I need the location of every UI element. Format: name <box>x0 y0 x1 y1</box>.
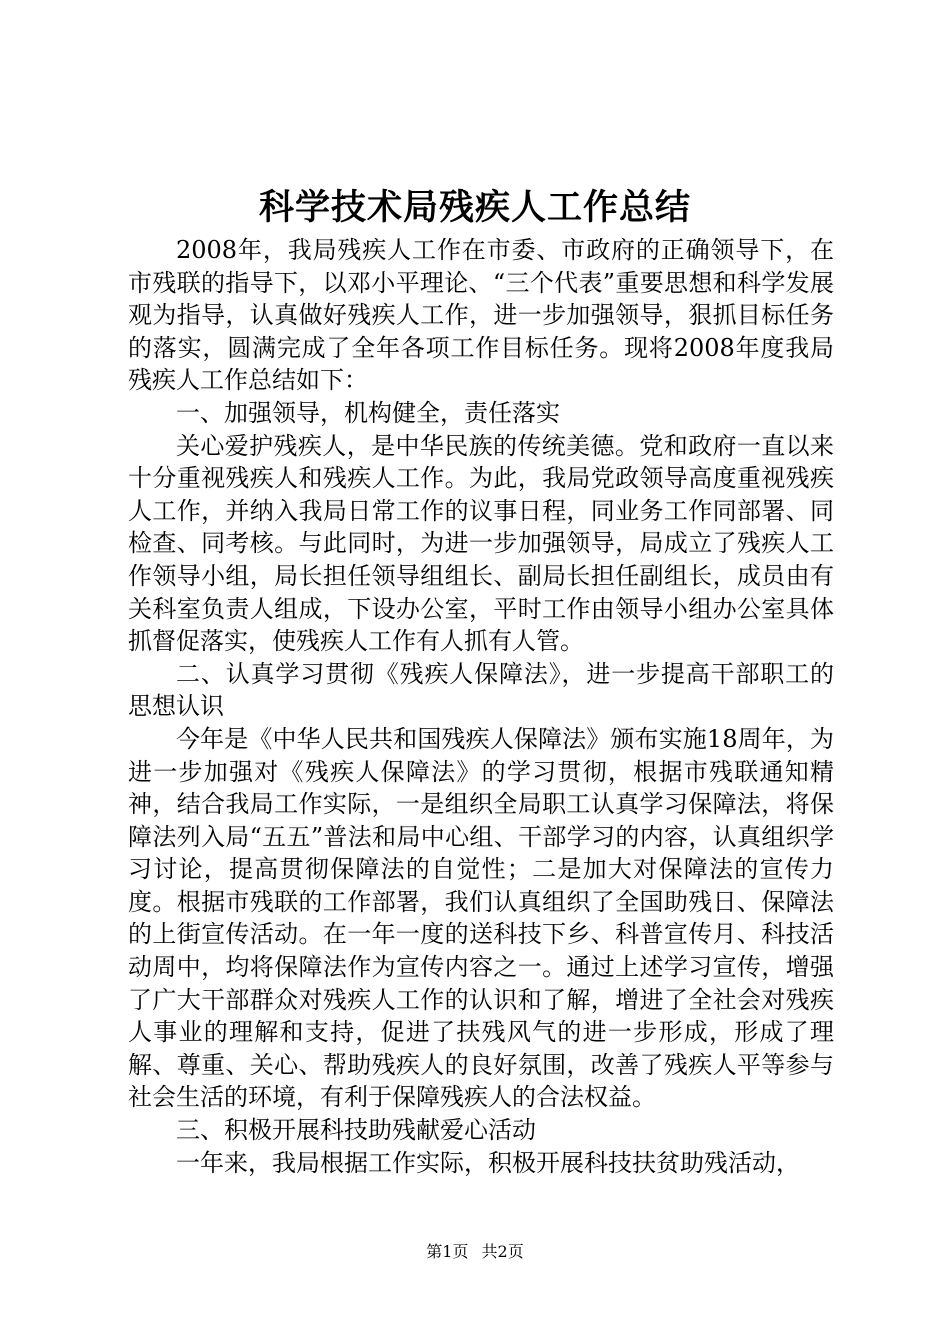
paragraph-section-1: 关心爱护残疾人，是中华民族的传统美德。党和政府一直以来十分重视残疾人和残疾人工作。为此，我局党政领导高度重视残疾人工作，并纳入我局日常工作的议事日程，同业务工作同部署、同检查、同考核。与此同时，为进一步加强领导，局成立了残疾人工作领导小组，局长担任领导组组长、副局长担任副组长，成员由有关科室负责人组成，下设办公室，平时工作由领导小组办公室具体抓督促落实，使残疾人工作有人抓有人管。 <box>128 431 834 656</box>
section-heading-3: 三、积极开展科技助残献爱心活动 <box>176 1116 536 1145</box>
document-body <box>128 234 834 1179</box>
section-heading-2: 二、认真学习贯彻《残疾人保障法》，进一步提高干部职工的思想认识 <box>128 659 834 721</box>
page-number-current: 第1页 <box>426 1242 469 1261</box>
page-number-total: 共2页 <box>481 1242 524 1261</box>
document-title: 科学技术局残疾人工作总结 <box>258 187 691 228</box>
paragraph-intro: 2008年，我局残疾人工作在市委、市政府的正确领导下，在市残联的指导下，以邓小平理论、“三个代表”重要思想和科学发展观为指导，认真做好残疾人工作，进一步加强领导，狠抓目标任务的落实，圆满完成了全年各项工作目标任务。现将2008年度我局残疾人工作总结如下： <box>128 236 834 395</box>
paragraph-section-3: 一年来，我局根据工作实际，积极开展科技扶贫助残活动， <box>176 1148 800 1177</box>
section-heading-1: 一、加强领导，机构健全，责任落实 <box>176 398 560 427</box>
page-footer <box>0 1242 950 1262</box>
paragraph-section-2: 今年是《中华人民共和国残疾人保障法》颁布实施18周年，为进一步加强对《残疾人保障法》的学习贯彻，根据市残联通知精神，结合我局工作实际，一是组织全局职工认真学习保障法，将保障法列入局“五五”普法和局中心组、干部学习的内容，认真组织学习讨论，提高贯彻保障法的自觉性；二是加大对保障法的宣传力度。根据市残联的工作部署，我们认真组织了全国助残日、保障法的上街宣传活动。在一年一度的送科技下乡、科普宣传月、科技活动周中，均将保障法作为宣传内容之一。通过上述学习宣传，增强了广大干部群众对残疾人工作的认识和了解，增进了全社会对残疾人事业的理解和支持，促进了扶残风气的进一步形成，形成了理解、尊重、关心、帮助残疾人的良好氛围，改善了残疾人平等参与社会生活的环境，有利于保障残疾人的合法权益。 <box>128 724 834 1112</box>
